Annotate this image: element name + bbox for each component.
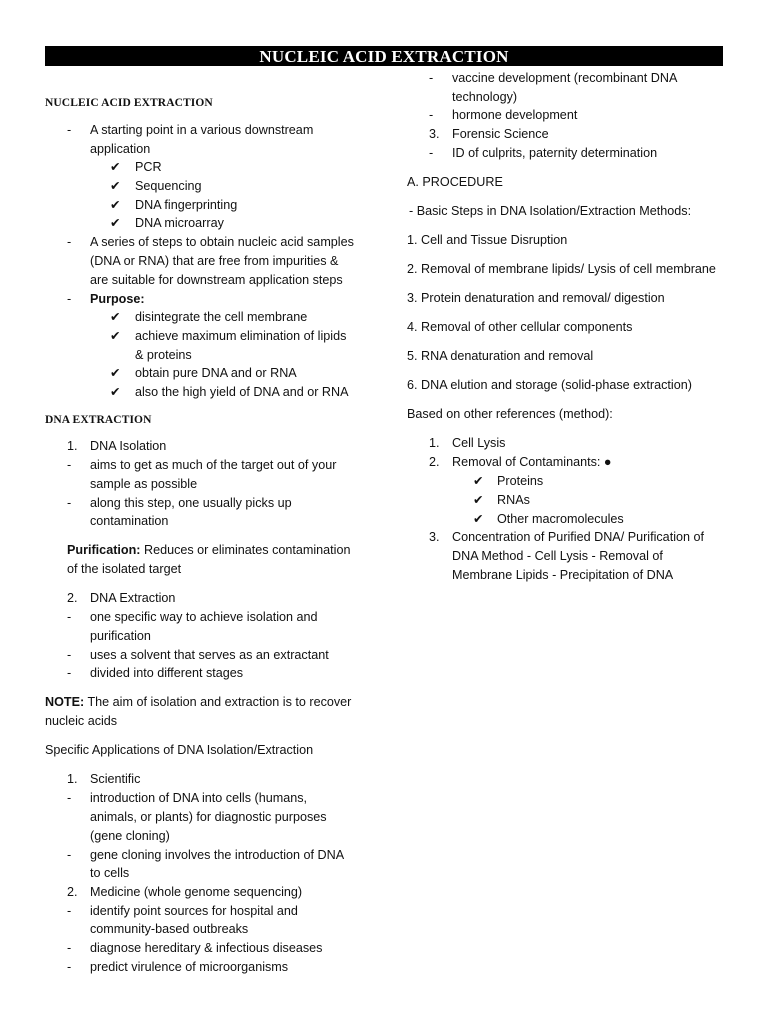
list-number: 2. — [67, 591, 78, 605]
list-number: 2. — [67, 885, 78, 899]
list-number: 3. — [429, 530, 440, 544]
list-item-text: DNA Method - Cell Lysis - Removal of — [452, 549, 663, 563]
list-item-text: to cells — [90, 866, 130, 880]
bullet-dash: - — [67, 610, 72, 624]
bullet-dash: - — [67, 848, 72, 862]
list-item-text: gene cloning involves the introduction of DNA — [90, 848, 345, 862]
list-item-text: divided into different stages — [90, 666, 244, 680]
check-item: Sequencing — [135, 179, 202, 193]
purification-paragraph — [67, 541, 350, 559]
procedure-heading: A. PROCEDURE — [407, 175, 503, 189]
check-item: achieve maximum elimination of lipids — [135, 329, 347, 343]
bullet-dash: - — [67, 960, 72, 974]
list-item-text: contamination — [90, 514, 169, 528]
list-item-text: Forensic Science — [452, 127, 549, 141]
list-item-text: DNA Isolation — [90, 439, 167, 453]
check-icon: ✔ — [110, 310, 121, 324]
check-icon: ✔ — [110, 329, 121, 343]
list-item-text: A series of steps to obtain nucleic acid samples — [90, 235, 354, 249]
note-paragraph — [45, 693, 351, 711]
bullet-dash: - — [67, 496, 72, 510]
list-item-text: aims to get as much of the target out of your — [90, 458, 337, 472]
list-number: 1. — [67, 772, 78, 786]
check-item: & proteins — [135, 348, 192, 362]
check-icon: ✔ — [110, 179, 121, 193]
list-item-text: ID of culprits, paternity determination — [452, 146, 658, 160]
check-icon: ✔ — [110, 385, 121, 399]
list-item-text: DNA Extraction — [90, 591, 176, 605]
check-icon: ✔ — [110, 198, 121, 212]
check-icon: ✔ — [473, 474, 484, 488]
list-item-text: animals, or plants) for diagnostic purposes — [90, 810, 327, 824]
list-item-text: Medicine (whole genome sequencing) — [90, 885, 303, 899]
list-item-text: A starting point in a various downstream — [90, 123, 314, 137]
list-item-text: sample as possible — [90, 477, 198, 491]
section-heading: DNA EXTRACTION — [45, 414, 152, 426]
check-item: obtain pure DNA and or RNA — [135, 366, 297, 380]
bullet-dash: - — [67, 648, 72, 662]
step-item: 2. Removal of membrane lipids/ Lysis of cell membrane — [407, 262, 716, 276]
list-item-text: Removal of Contaminants: ● — [452, 455, 612, 469]
list-item-text: (gene cloning) — [90, 829, 170, 843]
list-item-text: hormone development — [452, 108, 578, 122]
bullet-dash: - — [67, 904, 72, 918]
check-item: Other macromolecules — [497, 512, 624, 526]
bullet-dash: - — [67, 941, 72, 955]
check-icon: ✔ — [473, 512, 484, 526]
bullet-dash: - — [67, 292, 72, 306]
step-item: 1. Cell and Tissue Disruption — [407, 233, 568, 247]
list-item-text: community-based outbreaks — [90, 922, 249, 936]
step-item: 5. RNA denaturation and removal — [407, 349, 594, 363]
list-number: 3. — [429, 127, 440, 141]
list-item-text: identify point sources for hospital and — [90, 904, 298, 918]
bullet-dash: - — [67, 235, 72, 249]
bullet-dash: - — [429, 146, 434, 160]
paragraph-text: Based on other references (method): — [407, 407, 613, 421]
check-item: disintegrate the cell membrane — [135, 310, 308, 324]
note-label: NOTE: — [45, 695, 85, 709]
list-item-text: application — [90, 142, 151, 156]
list-item-text: Scientific — [90, 772, 141, 786]
check-item: PCR — [135, 160, 162, 174]
check-item: DNA microarray — [135, 216, 224, 230]
list-item-text: along this step, one usually picks up — [90, 496, 292, 510]
list-item-text: (DNA or RNA) that are free from impurities & — [90, 254, 339, 268]
bullet-dash: - — [429, 71, 434, 85]
bullet-dash: - — [67, 791, 72, 805]
list-item-text: Concentration of Purified DNA/ Purification of — [452, 530, 704, 544]
purification-text: Reduces or eliminates contamination — [143, 543, 351, 557]
list-item-text: diagnose hereditary & infectious diseases — [90, 941, 323, 955]
bullet-dash: - — [67, 123, 72, 137]
list-item-text: vaccine development (recombinant DNA — [452, 71, 678, 85]
list-item-text: one specific way to achieve isolation and — [90, 610, 318, 624]
check-icon: ✔ — [110, 216, 121, 230]
paragraph-text: nucleic acids — [45, 714, 118, 728]
check-icon: ✔ — [110, 366, 121, 380]
bullet-dash: - — [67, 666, 72, 680]
list-item-text: Cell Lysis — [452, 436, 506, 450]
purification-label: Purification: — [67, 543, 141, 557]
check-icon: ✔ — [110, 160, 121, 174]
list-item-text: technology) — [452, 90, 518, 104]
list-item-text: Membrane Lipids - Precipitation of DNA — [452, 568, 674, 582]
check-item: Proteins — [497, 474, 544, 488]
note-text: The aim of isolation and extraction is to recover — [87, 695, 352, 709]
list-number: 2. — [429, 455, 440, 469]
list-item-text: purification — [90, 629, 151, 643]
step-item: 3. Protein denaturation and removal/ digestion — [407, 291, 665, 305]
list-item-text: introduction of DNA into cells (humans, — [90, 791, 307, 805]
list-number: 1. — [67, 439, 78, 453]
step-item: 4. Removal of other cellular components — [407, 320, 633, 334]
list-number: 1. — [429, 436, 440, 450]
list-item-text: predict virulence of microorganisms — [90, 960, 289, 974]
paragraph-heading: Specific Applications of DNA Isolation/Extraction — [45, 743, 314, 757]
check-item: RNAs — [497, 493, 530, 507]
step-item: 6. DNA elution and storage (solid-phase extraction) — [407, 378, 692, 392]
bullet-dash: - — [67, 458, 72, 472]
document-title: NUCLEIC ACID EXTRACTION — [45, 46, 723, 66]
bullet-dash: - — [429, 108, 434, 122]
check-icon: ✔ — [473, 493, 484, 507]
list-item-text: are suitable for downstream application steps — [90, 273, 343, 287]
list-item-text: uses a solvent that serves as an extractant — [90, 648, 329, 662]
paragraph-text: - Basic Steps in DNA Isolation/Extraction Methods: — [409, 204, 692, 218]
check-item: DNA fingerprinting — [135, 198, 238, 212]
check-item: also the high yield of DNA and or RNA — [135, 385, 349, 399]
purpose-label: Purpose: — [90, 292, 145, 306]
paragraph-text: of the isolated target — [67, 562, 182, 576]
section-heading: NUCLEIC ACID EXTRACTION — [45, 97, 213, 109]
